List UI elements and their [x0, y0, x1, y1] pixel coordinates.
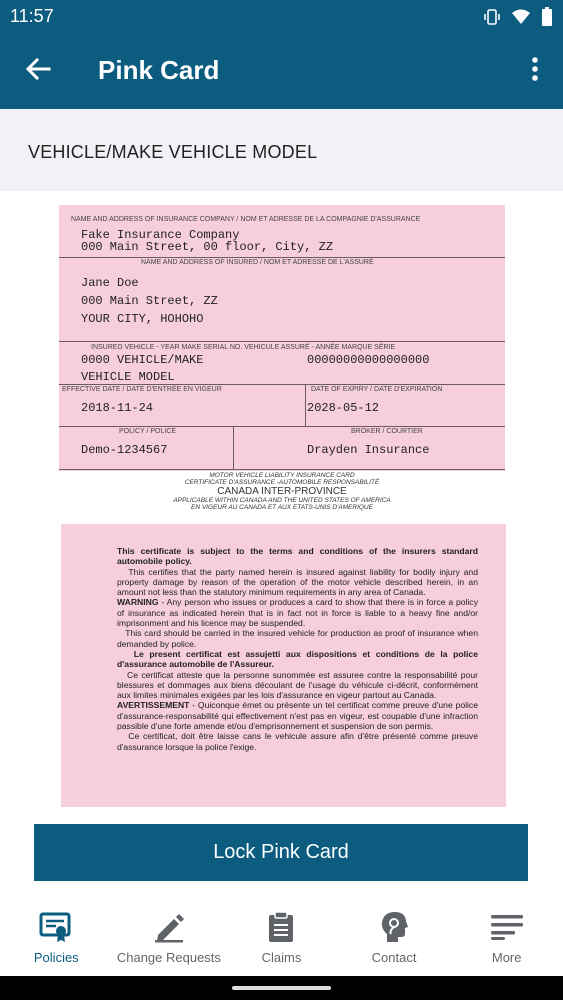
caption-line: APPLICABLE WITHIN CANADA AND THE UNITED STATES OF AMERICA [173, 497, 391, 504]
caption-line: CERTIFICATE D'ASSURANCE -AUTOMOBILE RESPONSABILITÉ [184, 479, 380, 486]
caption-line: MOTOR VEHICLE LIABILITY INSURANCE CARD [209, 472, 355, 479]
more-vertical-icon [531, 56, 539, 87]
back-button[interactable] [18, 53, 58, 89]
insured-name: Jane Doe [81, 276, 139, 290]
broker-name: Drayden Insurance [307, 443, 430, 457]
vehicle-line1: 0000 VEHICLE/MAKE [81, 353, 204, 367]
status-time: 11:57 [10, 6, 54, 26]
terms-text: WARNING [117, 597, 159, 608]
effective-label: EFFECTIVE DATE / DATE D'ENTRÉE EN VIGEUR [62, 386, 222, 393]
gesture-handle[interactable] [232, 986, 331, 990]
nav-contact[interactable] [338, 900, 451, 976]
pink-card-back [61, 524, 506, 807]
insurer-label: NAME AND ADDRESS OF INSURANCE COMPANY / NOM ET ADRESSE DE LA COMPAGNIE D'ASSURANCE [71, 216, 421, 223]
app-bar [0, 33, 563, 109]
terms-text: AVERTISSEMENT [117, 700, 190, 711]
vehicle-label: INSURED VEHICLE - YEAR MAKE SERIAL NO. VEHICULE ASSURÉ - ANNÉE MARQUE SÉRIE [91, 344, 396, 351]
insurer-address: 000 Main Street, 00 floor, City, ZZ [81, 240, 334, 254]
broker-label: BROKER / COURTIER [351, 428, 423, 435]
terms-text: This card should be carried in the insured vehicle for production as proof of insurance when demanded by police. [117, 628, 478, 649]
nav-policies[interactable] [0, 900, 113, 976]
vehicle-header [0, 109, 563, 191]
vehicle-line2: VEHICLE MODEL [81, 370, 175, 384]
policy-label: POLICY / POLICE [119, 428, 177, 435]
nav-label: Change Requests [116, 950, 221, 965]
nav-change-requests[interactable] [113, 900, 226, 976]
terms-text: Ce certificat atteste que la personne sunommée est assuree contre la responsabilité pour blessures et dommages aux biens découlant de l'usage du véhicule ci-décrit, conformément aux limites minimales exigées par les lois d'assurance en vigeur partout au Canada. [117, 669, 478, 701]
expiry-label: DATE OF EXPIRY / DATE D'EXPIRATION [311, 386, 443, 393]
back-arrow-icon [25, 57, 51, 86]
status-bar [0, 0, 563, 33]
card-terms [117, 546, 478, 752]
vibrate-icon [483, 8, 501, 31]
terms-text: Le present certificat est assujetti aux dispositions et conditions de la police d'assurance automobile de l'Assureur. [117, 648, 478, 670]
vehicle-serial: 00000000000000000 [307, 353, 430, 367]
pencil-icon [152, 910, 186, 944]
nav-label: Policies [33, 950, 79, 965]
card-caption [59, 472, 505, 511]
card-divider [305, 384, 306, 426]
caption-title: CANADA INTER-PROVINCE [217, 486, 347, 497]
bottom-nav [0, 900, 563, 976]
effective-date: 2018-11-24 [81, 401, 154, 415]
terms-text: - Any person who issues or produces a card to show that there is in force a policy of insurance as indicated herein that is in fact not in force is liable to a heavy fine and/or imprisonment and his licence may be suspended. [117, 597, 478, 629]
policy-certificate-icon [39, 910, 73, 944]
battery-icon [541, 7, 553, 32]
nav-label: Claims [261, 950, 302, 965]
nav-claims[interactable] [225, 900, 338, 976]
nav-label: More [491, 950, 522, 965]
terms-text: Ce certificat, doit être laisse cans le vehicule assure afin d'être présenté comme preuve d'assurance lorsque la police l'exige. [117, 731, 479, 752]
clipboard-icon [264, 910, 298, 944]
wifi-icon [511, 8, 531, 31]
policy-number: Demo-1234567 [81, 443, 168, 457]
head-support-icon [377, 910, 411, 944]
terms-text: This certificate is subject to the terms and conditions of the insurers standard automobile policy. [117, 546, 478, 567]
vehicle-title: VEHICLE/MAKE VEHICLE MODEL [28, 142, 318, 162]
insured-street: 000 Main Street, ZZ [81, 294, 218, 308]
terms-text: - Quiconque émet ou présente un tel certificat comme preuve d'une police d'assurance-responsabilité qui effectivement n'est pas en vigeur, est coupable d'une infraction passible d'une forte amende et/ou d'emprisonnement et suspension de son permis. [117, 700, 478, 732]
page-title: Pink Card [98, 55, 220, 85]
caption-line: EN VIGEUR AU CANADA ET AUX ETATS-UNIS D'AMERIQUE [191, 504, 373, 511]
status-icons [483, 7, 553, 32]
insured-city: YOUR CITY, HOHOHO [81, 312, 204, 326]
insured-label: NAME AND ADDRESS OF INSURED / NOM ET ADRESSE DE L'ASSURÉ [141, 259, 374, 266]
more-options-button[interactable] [523, 53, 547, 89]
nav-more[interactable] [450, 900, 563, 976]
system-gesture-bar [0, 976, 563, 1000]
lock-pink-card-button[interactable]: Lock Pink Card [34, 824, 528, 881]
card-divider [233, 426, 234, 469]
terms-text: This certifies that the party named herein is insured against liability for bodily injury and property damage by reason of the operation of the motor vehicle described herein, in an amount not less than the statutory minimum requirements in any area of Canada. [117, 566, 478, 598]
expiry-date: 2028-05-12 [307, 401, 380, 415]
nav-label: Contact [371, 950, 417, 965]
menu-lines-icon [490, 910, 524, 944]
insurer-name: Fake Insurance Company [81, 228, 240, 242]
pink-card-front [59, 205, 505, 471]
